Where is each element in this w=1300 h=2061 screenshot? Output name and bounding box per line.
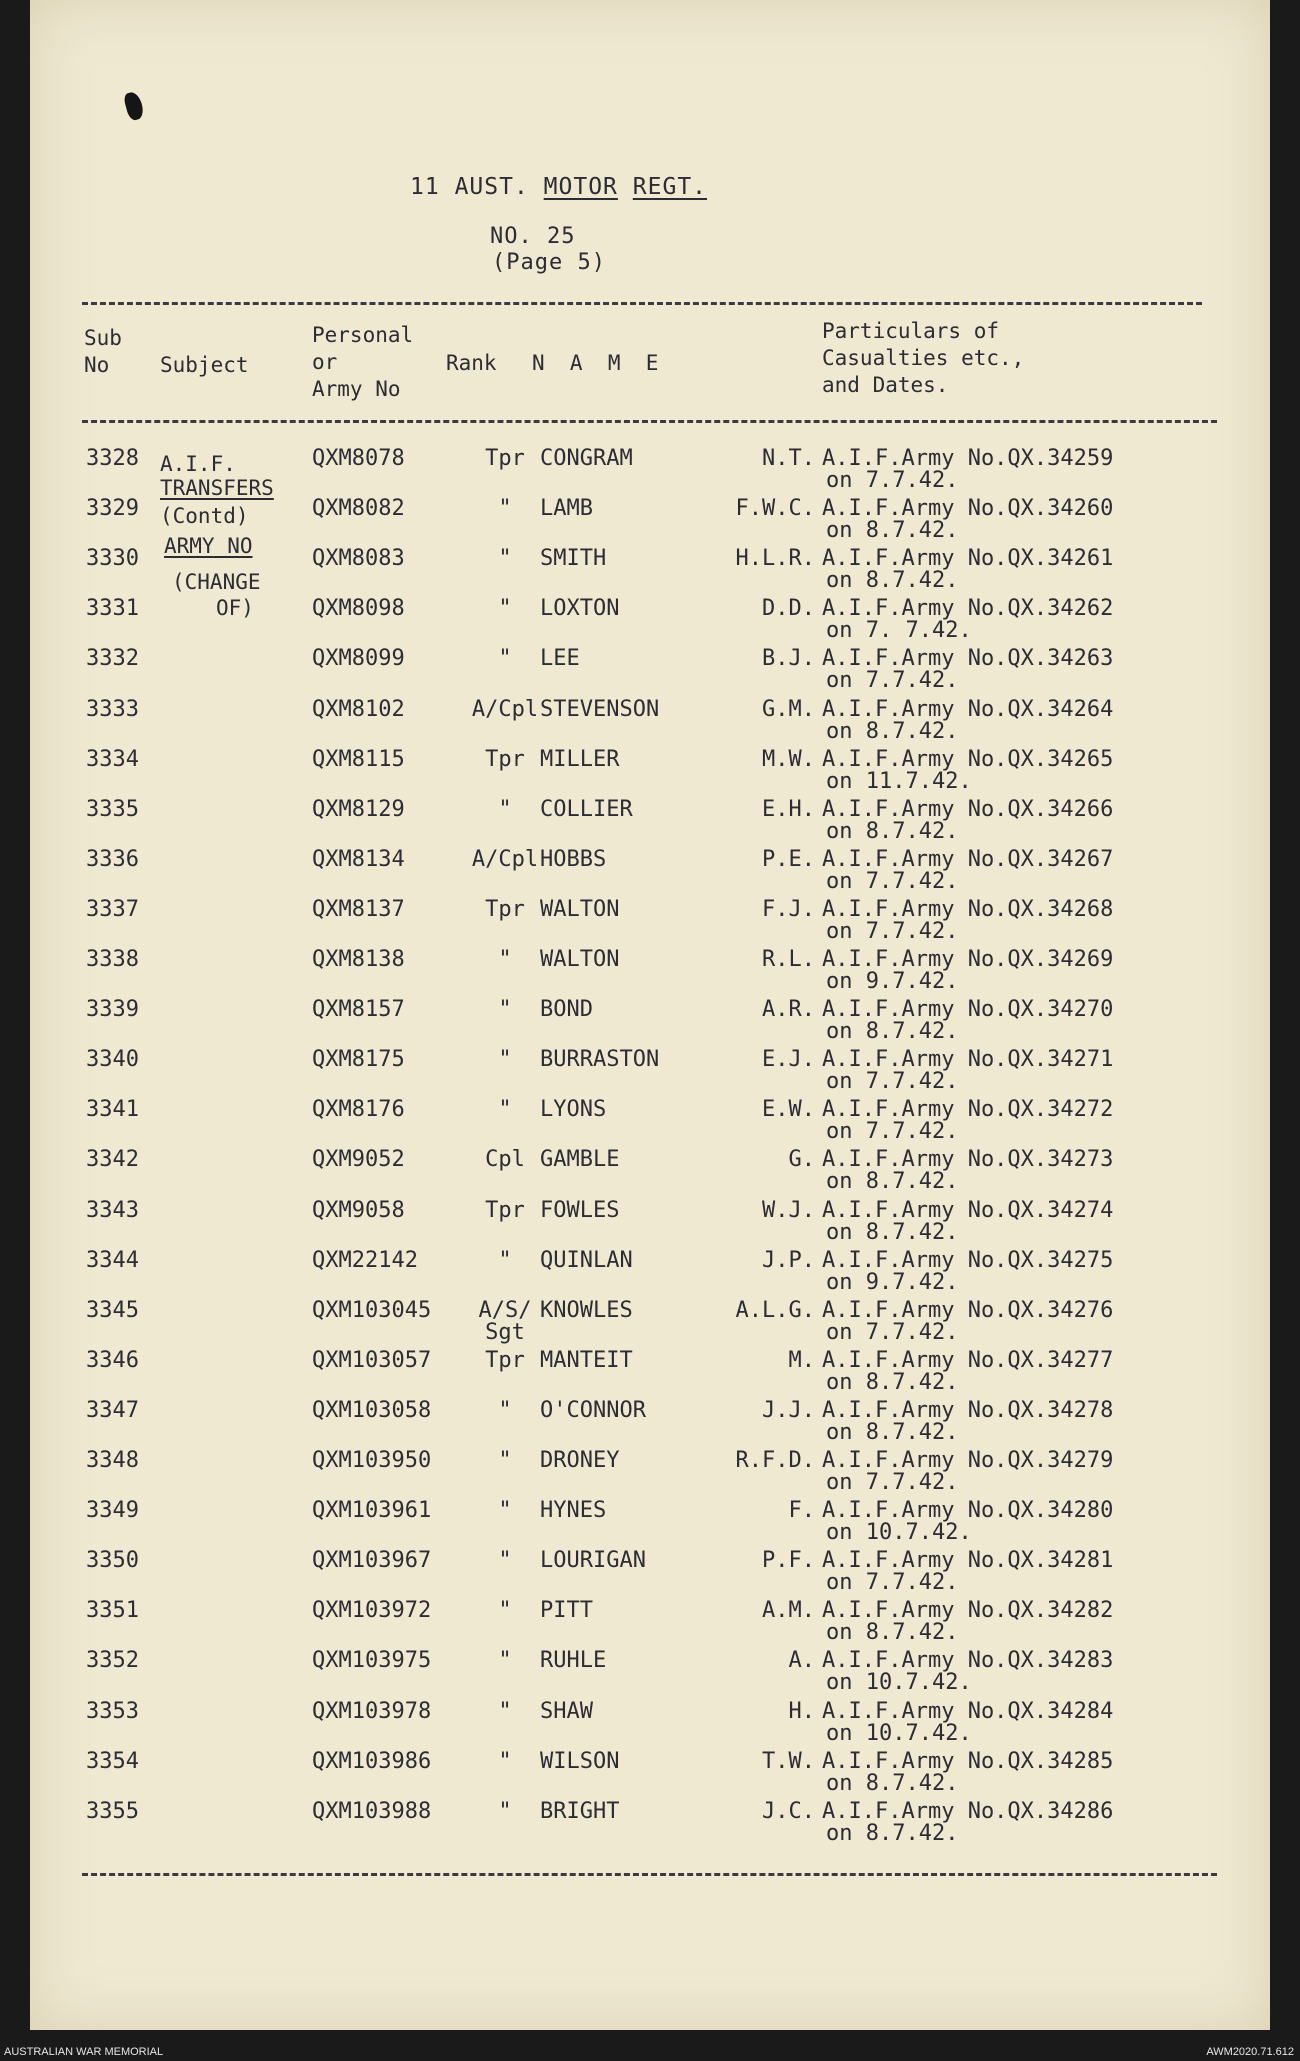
surname: WALTON — [540, 896, 620, 922]
transfer-date: on 8.7.42. — [826, 1369, 959, 1395]
rank: A/Cpl — [471, 846, 539, 872]
personal-number: QXM8083 — [312, 546, 405, 572]
rank: " — [498, 796, 512, 822]
table-row — [30, 1550, 1270, 1600]
initials: A.M. — [762, 1598, 815, 1624]
personal-number: QXM8157 — [312, 997, 405, 1023]
table-row — [30, 498, 1270, 548]
initials: R.F.D. — [735, 1448, 815, 1473]
particulars: A.I.F.Army No.QX.34261 — [822, 546, 1114, 572]
title-motor: MOTOR — [543, 174, 618, 200]
table-row — [30, 999, 1270, 1049]
rank: Tpr — [485, 446, 525, 471]
table-row — [30, 746, 1270, 799]
surname: SMITH — [540, 546, 607, 572]
table-row — [30, 949, 1270, 999]
personal-number: QXM8078 — [312, 446, 405, 471]
table-row — [30, 448, 1270, 498]
subject-line-2: TRANSFERS — [160, 476, 274, 500]
transfer-date: on 10.7.42. — [826, 1670, 972, 1696]
surname: PITT — [540, 1598, 593, 1624]
column-name: N A M E — [532, 351, 659, 375]
particulars: A.I.F.Army No.QX.34274 — [822, 1197, 1114, 1223]
personal-number: QXM8115 — [312, 746, 405, 772]
rank: " — [498, 1097, 512, 1123]
surname: LYONS — [540, 1097, 607, 1123]
rank: A/S/ — [478, 1297, 532, 1323]
transfer-date: on 8.7.42. — [826, 1620, 959, 1646]
rank: " — [498, 1548, 512, 1574]
surname: O'CONNOR — [540, 1397, 646, 1423]
particulars: A.I.F.Army No.QX.34260 — [822, 496, 1114, 522]
table-row — [30, 648, 1270, 698]
sub-number: 3348 — [86, 1448, 139, 1473]
initials: M. — [788, 1347, 815, 1373]
column-rank: Rank — [446, 351, 497, 375]
rank: " — [498, 997, 512, 1023]
table-row — [30, 1297, 1270, 1350]
rank: " — [498, 1047, 512, 1073]
transfer-date: on 10.7.42. — [826, 1720, 972, 1746]
surname: LAMB — [540, 496, 593, 522]
rank: " — [498, 646, 512, 672]
sub-number: 3330 — [86, 546, 139, 572]
initials: B.J. — [762, 646, 815, 672]
personal-number: QXM8137 — [312, 896, 405, 922]
surname: BRIGHT — [540, 1798, 620, 1824]
initials: A. — [788, 1648, 815, 1674]
subject-line-3: (Contd) — [160, 504, 249, 528]
sub-number: 3336 — [86, 846, 139, 872]
particulars: A.I.F.Army No.QX.34284 — [822, 1698, 1114, 1724]
surname: BOND — [540, 997, 593, 1023]
table-row — [30, 846, 1270, 899]
table-row — [30, 548, 1270, 598]
transfer-date: on 7.7.42. — [826, 468, 959, 493]
personal-number: QXM103986 — [312, 1748, 432, 1774]
personal-number: QXM8175 — [312, 1047, 405, 1073]
page-number: (Page 5) — [492, 250, 606, 275]
transfer-date: on 7.7.42. — [826, 868, 959, 894]
particulars: A.I.F.Army No.QX.34265 — [822, 746, 1114, 772]
table-row — [30, 1149, 1270, 1199]
document-number: NO. 25 — [490, 224, 576, 249]
initials: H.L.R. — [735, 546, 815, 572]
particulars: A.I.F.Army No.QX.34280 — [822, 1498, 1114, 1524]
transfer-date: on 7.7.42. — [826, 1470, 959, 1495]
particulars: A.I.F.Army No.QX.34263 — [822, 646, 1114, 672]
table-row — [30, 1698, 1270, 1751]
personal-number: QXM103975 — [312, 1648, 432, 1674]
initials: E.W. — [762, 1097, 815, 1123]
surname: CONGRAM — [540, 446, 633, 471]
rank: " — [498, 1397, 512, 1423]
personal-number: QXM103961 — [312, 1498, 432, 1524]
particulars: A.I.F.Army No.QX.34283 — [822, 1648, 1114, 1674]
sub-number: 3337 — [86, 896, 139, 922]
surname: MANTEIT — [540, 1347, 633, 1373]
sub-number: 3345 — [86, 1297, 139, 1323]
personal-number: QXM103058 — [312, 1397, 432, 1423]
particulars: A.I.F.Army No.QX.34268 — [822, 896, 1114, 922]
surname: WALTON — [540, 947, 620, 972]
particulars: A.I.F.Army No.QX.34286 — [822, 1798, 1114, 1824]
particulars: A.I.F.Army No.QX.34277 — [822, 1347, 1114, 1373]
personal-number: QXM103988 — [312, 1798, 432, 1824]
particulars: A.I.F.Army No.QX.34272 — [822, 1097, 1114, 1123]
sub-number: 3354 — [86, 1748, 139, 1774]
table-row — [30, 1397, 1270, 1450]
particulars: A.I.F.Army No.QX.34267 — [822, 846, 1114, 872]
particulars: A.I.F.Army No.QX.34282 — [822, 1598, 1114, 1624]
rank: " — [498, 546, 512, 572]
initials: G.M. — [762, 696, 815, 722]
table-row — [30, 796, 1270, 849]
sub-number: 3349 — [86, 1498, 139, 1524]
personal-number: QXM103950 — [312, 1448, 432, 1473]
transfer-date: on 7.7.42. — [826, 1069, 959, 1095]
transfer-date: on 7.7.42. — [826, 1570, 959, 1596]
title-regt: REGT. — [632, 174, 708, 200]
personal-number: QXM8099 — [312, 646, 405, 672]
rank: " — [498, 1498, 512, 1524]
surname: RUHLE — [540, 1648, 607, 1674]
table-row — [30, 1500, 1270, 1550]
personal-number: QXM9052 — [312, 1147, 405, 1173]
sub-number: 3347 — [86, 1397, 139, 1423]
ink-mark — [123, 90, 146, 121]
sub-number: 3331 — [86, 596, 139, 622]
initials: F.J. — [762, 896, 815, 922]
initials: P.E. — [762, 846, 815, 872]
header-bottom-rule — [82, 420, 1217, 423]
table-row — [30, 1099, 1270, 1149]
rank: " — [498, 1698, 512, 1724]
initials: J.P. — [762, 1247, 815, 1273]
surname: QUINLAN — [540, 1247, 633, 1273]
rank: " — [498, 1798, 512, 1824]
sub-number: 3351 — [86, 1598, 139, 1624]
sub-number: 3344 — [86, 1247, 139, 1273]
transfer-date: on 7.7.42. — [826, 668, 959, 694]
sub-number: 3340 — [86, 1047, 139, 1073]
initials: R.L. — [762, 947, 815, 972]
sub-number: 3352 — [86, 1648, 139, 1674]
initials: F. — [788, 1498, 815, 1524]
particulars: A.I.F.Army No.QX.34285 — [822, 1748, 1114, 1774]
personal-number: QXM9058 — [312, 1197, 405, 1223]
initials: G. — [788, 1147, 815, 1173]
sub-number: 3342 — [86, 1147, 139, 1173]
surname: WILSON — [540, 1748, 620, 1774]
particulars: A.I.F.Army No.QX.34276 — [822, 1297, 1114, 1323]
transfer-date: on 8.7.42. — [826, 518, 959, 544]
header-top-rule — [82, 302, 1202, 305]
transfer-date: on 10.7.42. — [826, 1520, 972, 1546]
personal-number: QXM8134 — [312, 846, 405, 872]
personal-number: QXM8082 — [312, 496, 405, 522]
rank: " — [498, 496, 512, 522]
transfer-date: on 8.7.42. — [826, 1219, 959, 1245]
personal-number: QXM8098 — [312, 596, 405, 622]
rank: Tpr — [485, 1347, 525, 1373]
rank: " — [498, 596, 512, 622]
table-row — [30, 1247, 1270, 1300]
footer — [0, 2036, 1300, 2061]
personal-number: QXM8129 — [312, 796, 405, 822]
table-row — [30, 1748, 1270, 1801]
surname: LOXTON — [540, 596, 620, 622]
rank: " — [498, 1448, 512, 1473]
particulars: A.I.F.Army No.QX.34279 — [822, 1448, 1114, 1473]
subject-line-4: ARMY NO — [164, 534, 253, 558]
sub-number: 3328 — [86, 446, 139, 471]
initials: E.H. — [762, 796, 815, 822]
surname: STEVENSON — [540, 696, 660, 722]
rank: Tpr — [485, 896, 525, 922]
subject-line-5: (CHANGE — [172, 570, 261, 594]
particulars: A.I.F.Army No.QX.34266 — [822, 796, 1114, 822]
sub-number: 3350 — [86, 1548, 139, 1574]
sub-number: 3329 — [86, 496, 139, 522]
sub-number: 3346 — [86, 1347, 139, 1373]
personal-number: QXM8138 — [312, 947, 405, 972]
rank: Cpl — [485, 1147, 525, 1173]
table-row — [30, 598, 1270, 648]
initials: N.T. — [762, 446, 815, 471]
sub-number: 3333 — [86, 696, 139, 722]
initials: F.W.C. — [735, 496, 815, 522]
transfer-date: on 7.7.42. — [826, 918, 959, 944]
page-title — [410, 176, 707, 199]
surname: HYNES — [540, 1498, 607, 1524]
sub-number: 3332 — [86, 646, 139, 672]
initials: E.J. — [762, 1047, 815, 1073]
transfer-date: on 7.7.42. — [826, 1119, 959, 1145]
table-row — [30, 1197, 1270, 1250]
table-row — [30, 696, 1270, 749]
table-row — [30, 1450, 1270, 1500]
initials: P.F. — [762, 1548, 815, 1574]
title-aust: AUST. — [454, 174, 529, 200]
transfer-date: on 7.7.42. — [826, 1319, 959, 1345]
transfer-date: on 7. 7.42. — [826, 618, 972, 644]
column-personal-no: Personal or Army No — [312, 323, 414, 401]
sub-number: 3338 — [86, 947, 139, 972]
particulars: A.I.F.Army No.QX.34270 — [822, 997, 1114, 1023]
initials: M.W. — [762, 746, 815, 772]
sub-number: 3335 — [86, 796, 139, 822]
particulars: A.I.F.Army No.QX.34269 — [822, 947, 1114, 972]
initials: H. — [788, 1698, 815, 1724]
rank: " — [498, 947, 512, 972]
personal-number: QXM103967 — [312, 1548, 432, 1574]
table-row — [30, 1798, 1270, 1851]
surname: LOURIGAN — [540, 1548, 646, 1574]
surname: FOWLES — [540, 1197, 620, 1223]
initials: J.J. — [762, 1397, 815, 1423]
particulars: A.I.F.Army No.QX.34264 — [822, 696, 1114, 722]
initials: A.R. — [762, 997, 815, 1023]
transfer-date: on 8.7.42. — [826, 1019, 959, 1045]
transfer-date: on 8.7.42. — [826, 718, 959, 744]
surname: GAMBLE — [540, 1147, 620, 1173]
table-row — [30, 1347, 1270, 1400]
initials: T.W. — [762, 1748, 815, 1774]
subject-line-6: OF) — [216, 596, 254, 620]
table-bottom-rule — [82, 1873, 1217, 1876]
rank: Tpr — [485, 746, 525, 772]
sub-number: 3341 — [86, 1097, 139, 1123]
initials: D.D. — [762, 596, 815, 622]
surname: SHAW — [540, 1698, 593, 1724]
personal-number: QXM103057 — [312, 1347, 432, 1373]
surname: KNOWLES — [540, 1297, 633, 1323]
transfer-date: on 11.7.42. — [826, 768, 972, 794]
surname: DRONEY — [540, 1448, 620, 1473]
personal-number: QXM103972 — [312, 1598, 432, 1624]
rank: " — [498, 1247, 512, 1273]
rank-continued: Sgt — [485, 1319, 525, 1345]
surname: MILLER — [540, 746, 620, 772]
table-row — [30, 896, 1270, 949]
column-sub-no: Sub No — [84, 326, 122, 377]
particulars: A.I.F.Army No.QX.34259 — [822, 446, 1114, 471]
transfer-date: on 9.7.42. — [826, 969, 959, 994]
surname: HOBBS — [540, 846, 607, 872]
rank: " — [498, 1748, 512, 1774]
title-number: 11 — [410, 174, 440, 200]
sub-number: 3353 — [86, 1698, 139, 1724]
sub-number: 3339 — [86, 997, 139, 1023]
initials: W.J. — [762, 1197, 815, 1223]
column-particulars: Particulars of Casualties etc., and Dates. — [822, 319, 1025, 397]
surname: BURRASTON — [540, 1047, 660, 1073]
table-row — [30, 1600, 1270, 1650]
footer-reference: AWM2020.71.612 — [1206, 2046, 1294, 2058]
particulars: A.I.F.Army No.QX.34281 — [822, 1548, 1114, 1574]
transfer-date: on 8.7.42. — [826, 1770, 959, 1796]
column-subject: Subject — [160, 353, 249, 377]
table-row — [30, 1650, 1270, 1700]
transfer-date: on 8.7.42. — [826, 1820, 959, 1846]
personal-number: QXM103045 — [312, 1297, 432, 1323]
personal-number: QXM103978 — [312, 1698, 432, 1724]
rank: A/Cpl — [471, 696, 539, 722]
transfer-date: on 8.7.42. — [826, 568, 959, 594]
personal-number: QXM8102 — [312, 696, 405, 722]
rank: " — [498, 1648, 512, 1674]
subject-line-1: A.I.F. — [160, 452, 236, 476]
sub-number: 3343 — [86, 1197, 139, 1223]
surname: LEE — [540, 646, 580, 672]
personal-number: QXM22142 — [312, 1247, 418, 1273]
personal-number: QXM8176 — [312, 1097, 405, 1123]
sub-number: 3355 — [86, 1798, 139, 1824]
transfer-date: on 8.7.42. — [826, 1169, 959, 1195]
surname: COLLIER — [540, 796, 633, 822]
rank: Tpr — [485, 1197, 525, 1223]
transfer-date: on 9.7.42. — [826, 1269, 959, 1295]
particulars: A.I.F.Army No.QX.34278 — [822, 1397, 1114, 1423]
particulars: A.I.F.Army No.QX.34262 — [822, 596, 1114, 622]
document-page — [30, 0, 1270, 2030]
footer-institution: AUSTRALIAN WAR MEMORIAL — [4, 2046, 164, 2058]
particulars: A.I.F.Army No.QX.34275 — [822, 1247, 1114, 1273]
transfer-date: on 8.7.42. — [826, 1419, 959, 1445]
particulars: A.I.F.Army No.QX.34271 — [822, 1047, 1114, 1073]
particulars: A.I.F.Army No.QX.34273 — [822, 1147, 1114, 1173]
transfer-date: on 8.7.42. — [826, 818, 959, 844]
table-row — [30, 1049, 1270, 1099]
sub-number: 3334 — [86, 746, 139, 772]
rank: " — [498, 1598, 512, 1624]
initials: A.L.G. — [735, 1297, 815, 1323]
initials: J.C. — [762, 1798, 815, 1824]
